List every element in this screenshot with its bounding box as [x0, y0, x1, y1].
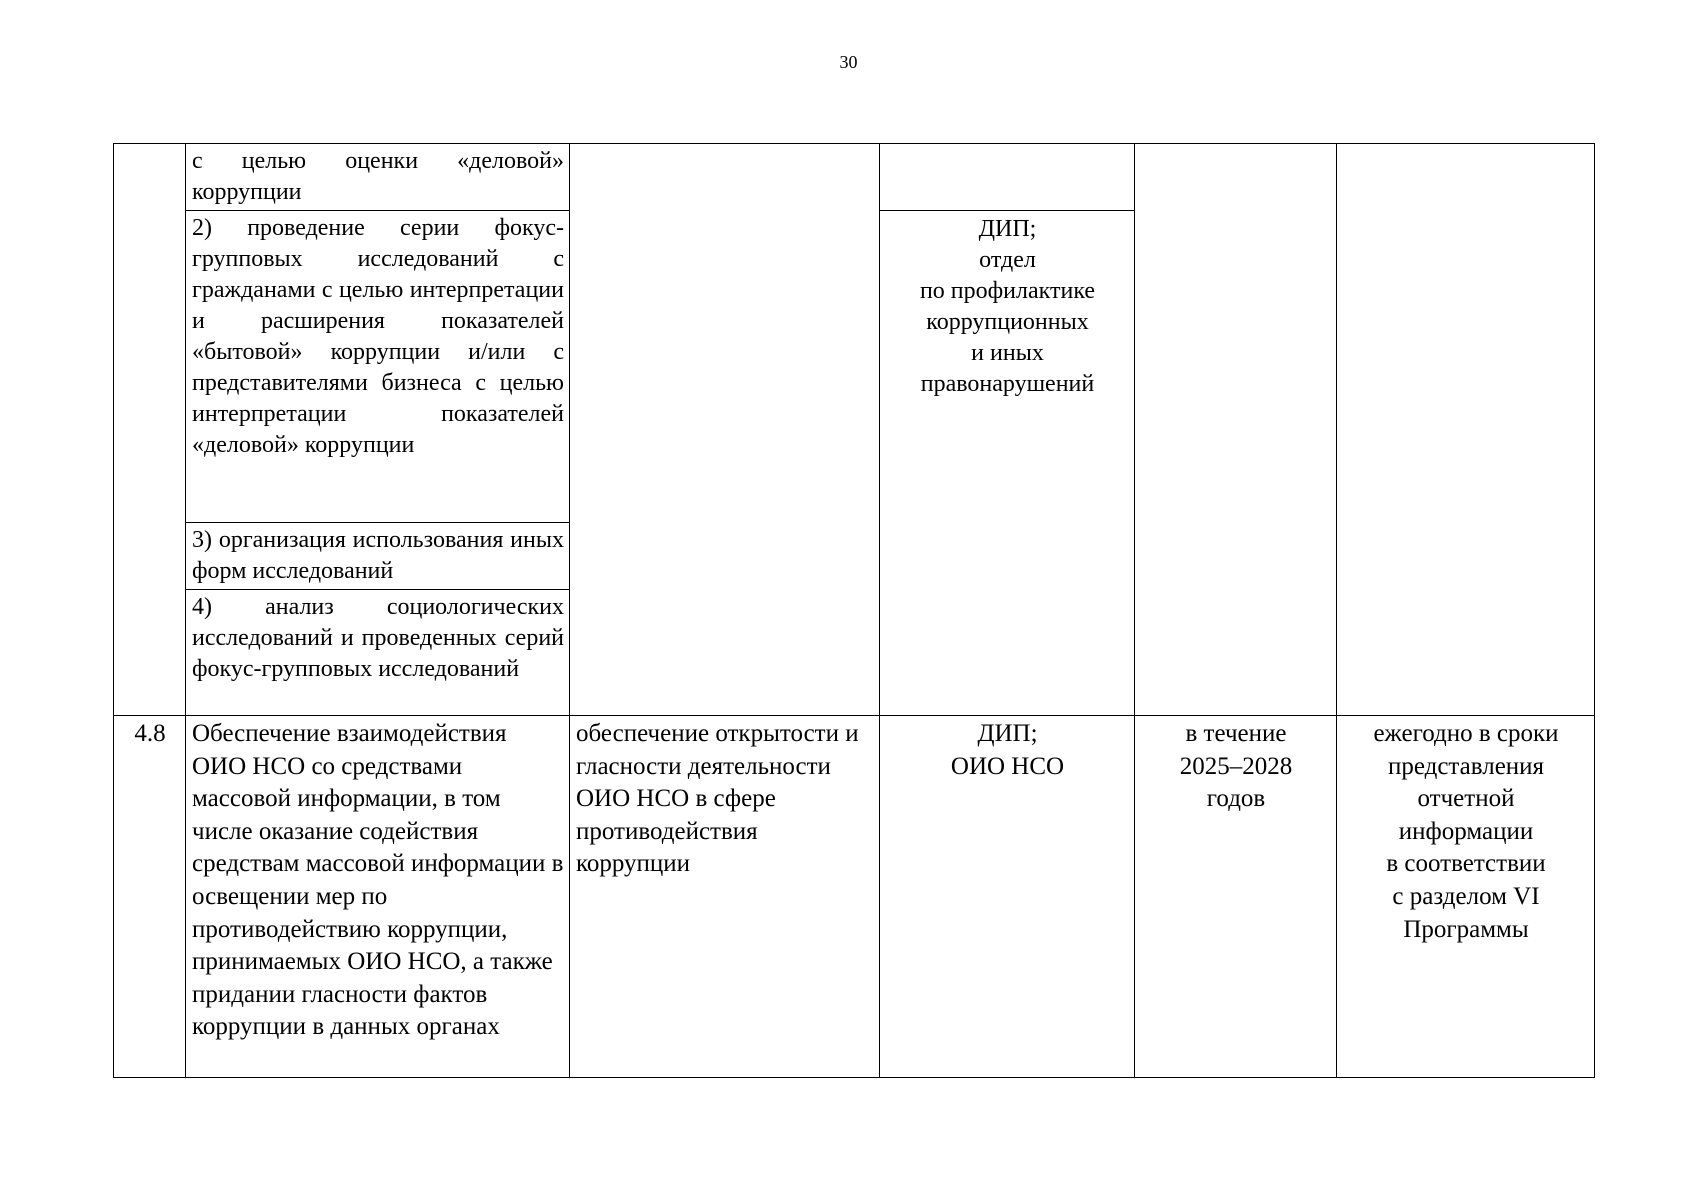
term-line: годов: [1206, 785, 1266, 813]
executor-cell: [880, 211, 1135, 716]
term-line: 2025–2028: [1179, 752, 1293, 780]
item-text: 3) организация использования иных форм исследований: [192, 527, 564, 584]
result-cell: [570, 716, 880, 1078]
item-cell-1: [186, 144, 570, 211]
report-line: информации: [1398, 817, 1534, 845]
term-cell: [1135, 716, 1337, 1078]
measure-text: Обеспечение взаимодействия ОИО НСО со средствами массовой информации, в том числе оказание содействия средствам массовой информации в освещении мер по противодействию коррупции, принимаемых ОИО НСО, а также придании гласности фактов коррупции в данных органах: [192, 720, 564, 1041]
row-number: 4.8: [114, 716, 186, 1078]
measure-cell: [186, 716, 570, 1078]
term-line: в течение: [1185, 720, 1287, 747]
executor-line: ДИП;: [977, 720, 1038, 747]
table-row: [114, 716, 1595, 1078]
executor-line: отдел: [979, 247, 1036, 273]
item-text: с целью оценки «деловой» коррупции: [192, 148, 564, 205]
report-line: ежегодно в сроки: [1373, 720, 1559, 747]
item-text: 2) проведение серии фокус-групповых исследований с гражданами с целью интерпретации и расширения показателей «бытовой» коррупции и/или с представителями бизнеса с целью интерпретации показателей «деловой» коррупции: [192, 215, 564, 458]
item-cell-3: [186, 523, 570, 590]
item-cell-2: [186, 211, 570, 523]
executor-cell-empty: [880, 144, 1135, 211]
item-text: 4) анализ социологических исследований и проведенных серий фокус-групповых исследований: [192, 594, 564, 682]
number-cell-empty: [114, 144, 186, 716]
report-line: отчетной: [1417, 785, 1515, 813]
result-text: обеспечение открытости и гласности деятельности ОИО НСО в сфере противодействия коррупции: [576, 720, 859, 878]
executor-line: ДИП;: [978, 216, 1037, 242]
result-cell-empty: [570, 144, 880, 716]
term-cell-empty: [1135, 144, 1337, 716]
report-line: с разделом VI: [1392, 882, 1540, 910]
page-number: 30: [839, 52, 858, 72]
executor-line: правонарушений: [920, 371, 1095, 397]
executor-cell: [880, 716, 1135, 1078]
executor-line: по профилактике: [919, 278, 1096, 304]
table-row: [114, 144, 1595, 211]
executor-line: ОИО НСО: [950, 752, 1065, 780]
report-line: в соответствии: [1386, 850, 1546, 878]
report-cell: [1337, 716, 1595, 1078]
report-cell-empty: [1337, 144, 1595, 716]
executor-line: коррупционных: [926, 309, 1089, 335]
measures-table: [113, 143, 1595, 1078]
report-line: представления: [1387, 752, 1545, 780]
item-cell-4: [186, 590, 570, 716]
executor-line: и иных: [971, 340, 1044, 366]
report-line: Программы: [1403, 915, 1529, 943]
